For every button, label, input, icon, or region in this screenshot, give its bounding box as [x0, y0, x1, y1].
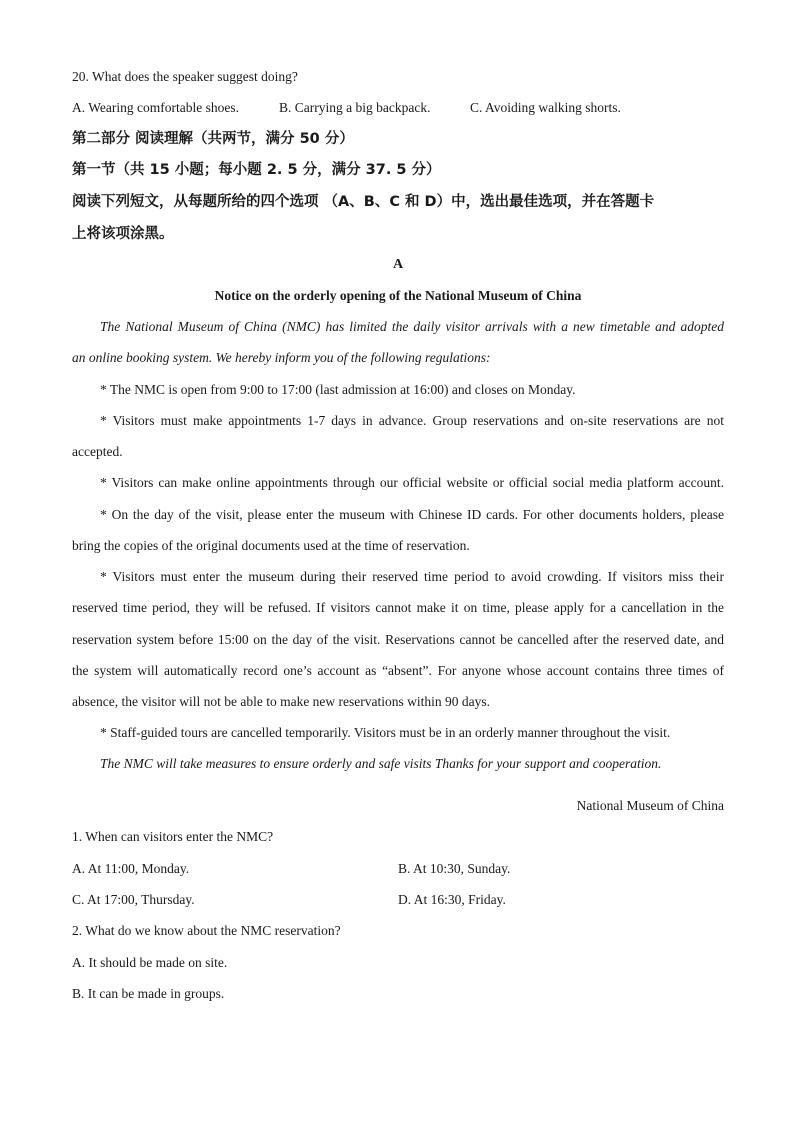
- intro-line-1: The National Museum of China (NMC) has limited the daily visitor arrivals with a new timetable and adopted: [100, 319, 724, 334]
- rule-5-line-5: absence, the visitor will not be able to make new reservations within 90 days.: [72, 694, 491, 709]
- closing-statement: The NMC will take measures to ensure orderly and safe visits Thanks for your support and cooperation.: [100, 756, 662, 771]
- part2-heading: 第二部分 阅读理解（共两节，满分 50 分）: [72, 131, 354, 147]
- rule-4-line-1: * On the day of the visit, please enter the museum with Chinese ID cards. For other documents holders, please: [100, 507, 724, 522]
- signature: National Museum of China: [576, 798, 724, 813]
- instructions-line-1: 阅读下列短文，从每题所给的四个选项 （A、B、C 和 D）中，选出最佳选项，并在答题卡: [72, 194, 655, 210]
- q20-option-c: C. Avoiding walking shorts.: [470, 100, 621, 115]
- rule-3: * Visitors can make online appointments through our official website or official social media platform account.: [100, 475, 724, 490]
- rule-2-line-1: * Visitors must make appointments 1-7 days in advance. Group reservations and on-site reservations are not: [100, 413, 724, 428]
- rule-5-line-2: reserved time period, they will be refused. If visitors cannot make it on time, please apply for a cancellation in the: [72, 600, 724, 615]
- q2-question: 2. What do we know about the NMC reservation?: [72, 923, 341, 938]
- rule-6: * Staff-guided tours are cancelled temporarily. Visitors must be in an orderly manner throughout the visit.: [100, 725, 671, 740]
- rule-5-line-1: * Visitors must enter the museum during their reserved time period to avoid crowding. If visitors miss their: [100, 569, 724, 584]
- q20-option-a: A. Wearing comfortable shoes.: [72, 100, 239, 115]
- intro-line-2: an online booking system. We hereby inform you of the following regulations:: [72, 350, 491, 365]
- rule-5-line-4: the system will automatically record one’s account as “absent”. For anyone whose account contains three times of: [72, 663, 724, 678]
- q1-option-a: A. At 11:00, Monday.: [72, 861, 190, 876]
- q1-option-c: C. At 17:00, Thursday.: [72, 892, 195, 907]
- q2-option-a: A. It should be made on site.: [72, 955, 228, 970]
- q2-option-b: B. It can be made in groups.: [72, 986, 225, 1001]
- instructions-line-2: 上将该项涂黑。: [72, 226, 174, 242]
- q20-option-b: B. Carrying a big backpack.: [279, 100, 431, 115]
- section1-heading: 第一节（共 15 小题；每小题 2. 5 分，满分 37. 5 分）: [72, 162, 441, 178]
- passage-title: Notice on the orderly opening of the National Museum of China: [214, 288, 582, 303]
- rule-2-line-2: accepted.: [72, 444, 123, 459]
- rule-5-line-3: reservation system before 15:00 on the day of the visit. Reservations cannot be cancelled after the reserved date, and: [72, 632, 724, 647]
- q1-option-d: D. At 16:30, Friday.: [398, 892, 506, 907]
- rule-1: * The NMC is open from 9:00 to 17:00 (last admission at 16:00) and closes on Monday.: [100, 382, 576, 397]
- rule-4-line-2: bring the copies of the original documents used at the time of reservation.: [72, 538, 470, 553]
- passage-letter: A: [392, 257, 404, 272]
- q20-question: 20. What does the speaker suggest doing?: [72, 69, 298, 84]
- q1-question: 1. When can visitors enter the NMC?: [72, 829, 274, 844]
- q1-option-b: B. At 10:30, Sunday.: [398, 861, 511, 876]
